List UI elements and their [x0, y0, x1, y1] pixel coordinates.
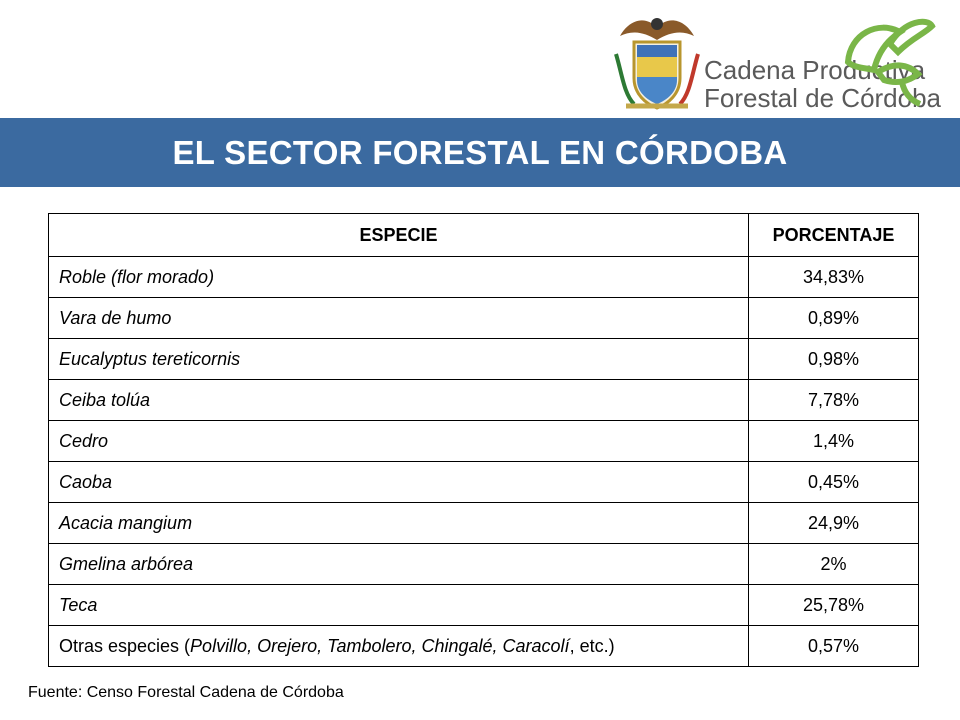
- percentage-cell: 1,4%: [749, 421, 919, 462]
- species-cell: Gmelina arbórea: [49, 544, 749, 585]
- other-suffix: , etc.): [569, 635, 615, 656]
- species-cell: Roble (flor morado): [49, 257, 749, 298]
- brand-line-1: Cadena Productiva: [704, 55, 926, 85]
- percentage-cell: 0,57%: [749, 626, 919, 667]
- percentage-cell: 25,78%: [749, 585, 919, 626]
- percentage-cell: 7,78%: [749, 380, 919, 421]
- other-prefix: Otras especies (: [59, 635, 191, 656]
- percentage-cell: 2%: [749, 544, 919, 585]
- brand-line-2: Forestal de Córdoba: [704, 83, 942, 113]
- column-header-especie: ESPECIE: [49, 214, 749, 257]
- percentage-cell: 0,89%: [749, 298, 919, 339]
- source-note: Fuente: Censo Forestal Cadena de Córdoba: [28, 684, 344, 701]
- percentage-cell: 24,9%: [749, 503, 919, 544]
- species-cell: Eucalyptus tereticornis: [49, 339, 749, 380]
- species-cell-other: [49, 626, 749, 667]
- table-row: [49, 626, 919, 667]
- species-cell: Cedro: [49, 421, 749, 462]
- percentage-cell: 0,98%: [749, 339, 919, 380]
- table-row: [49, 257, 919, 298]
- coat-of-arms-icon: [612, 14, 702, 112]
- table-row: [49, 380, 919, 421]
- table-row: [49, 544, 919, 585]
- table-row: [49, 503, 919, 544]
- species-cell: Teca: [49, 585, 749, 626]
- table-row: [49, 462, 919, 503]
- column-header-porcentaje: PORCENTAJE: [749, 214, 919, 257]
- species-table: [48, 213, 919, 667]
- table-row: [49, 585, 919, 626]
- percentage-cell: 0,45%: [749, 462, 919, 503]
- header-logos: [608, 12, 948, 112]
- species-cell: Acacia mangium: [49, 503, 749, 544]
- other-species-list: Polvillo, Orejero, Tambolero, Chingalé, Caracolí: [190, 635, 570, 656]
- page-title: EL SECTOR FORESTAL EN CÓRDOBA: [0, 118, 960, 187]
- table-row: [49, 298, 919, 339]
- table-row: [49, 339, 919, 380]
- species-cell: Ceiba tolúa: [49, 380, 749, 421]
- species-cell: Caoba: [49, 462, 749, 503]
- table-row: [49, 421, 919, 462]
- species-cell: Vara de humo: [49, 298, 749, 339]
- table-header-row: [49, 214, 919, 257]
- leaf-logo-icon: [838, 12, 938, 108]
- percentage-cell: 34,83%: [749, 257, 919, 298]
